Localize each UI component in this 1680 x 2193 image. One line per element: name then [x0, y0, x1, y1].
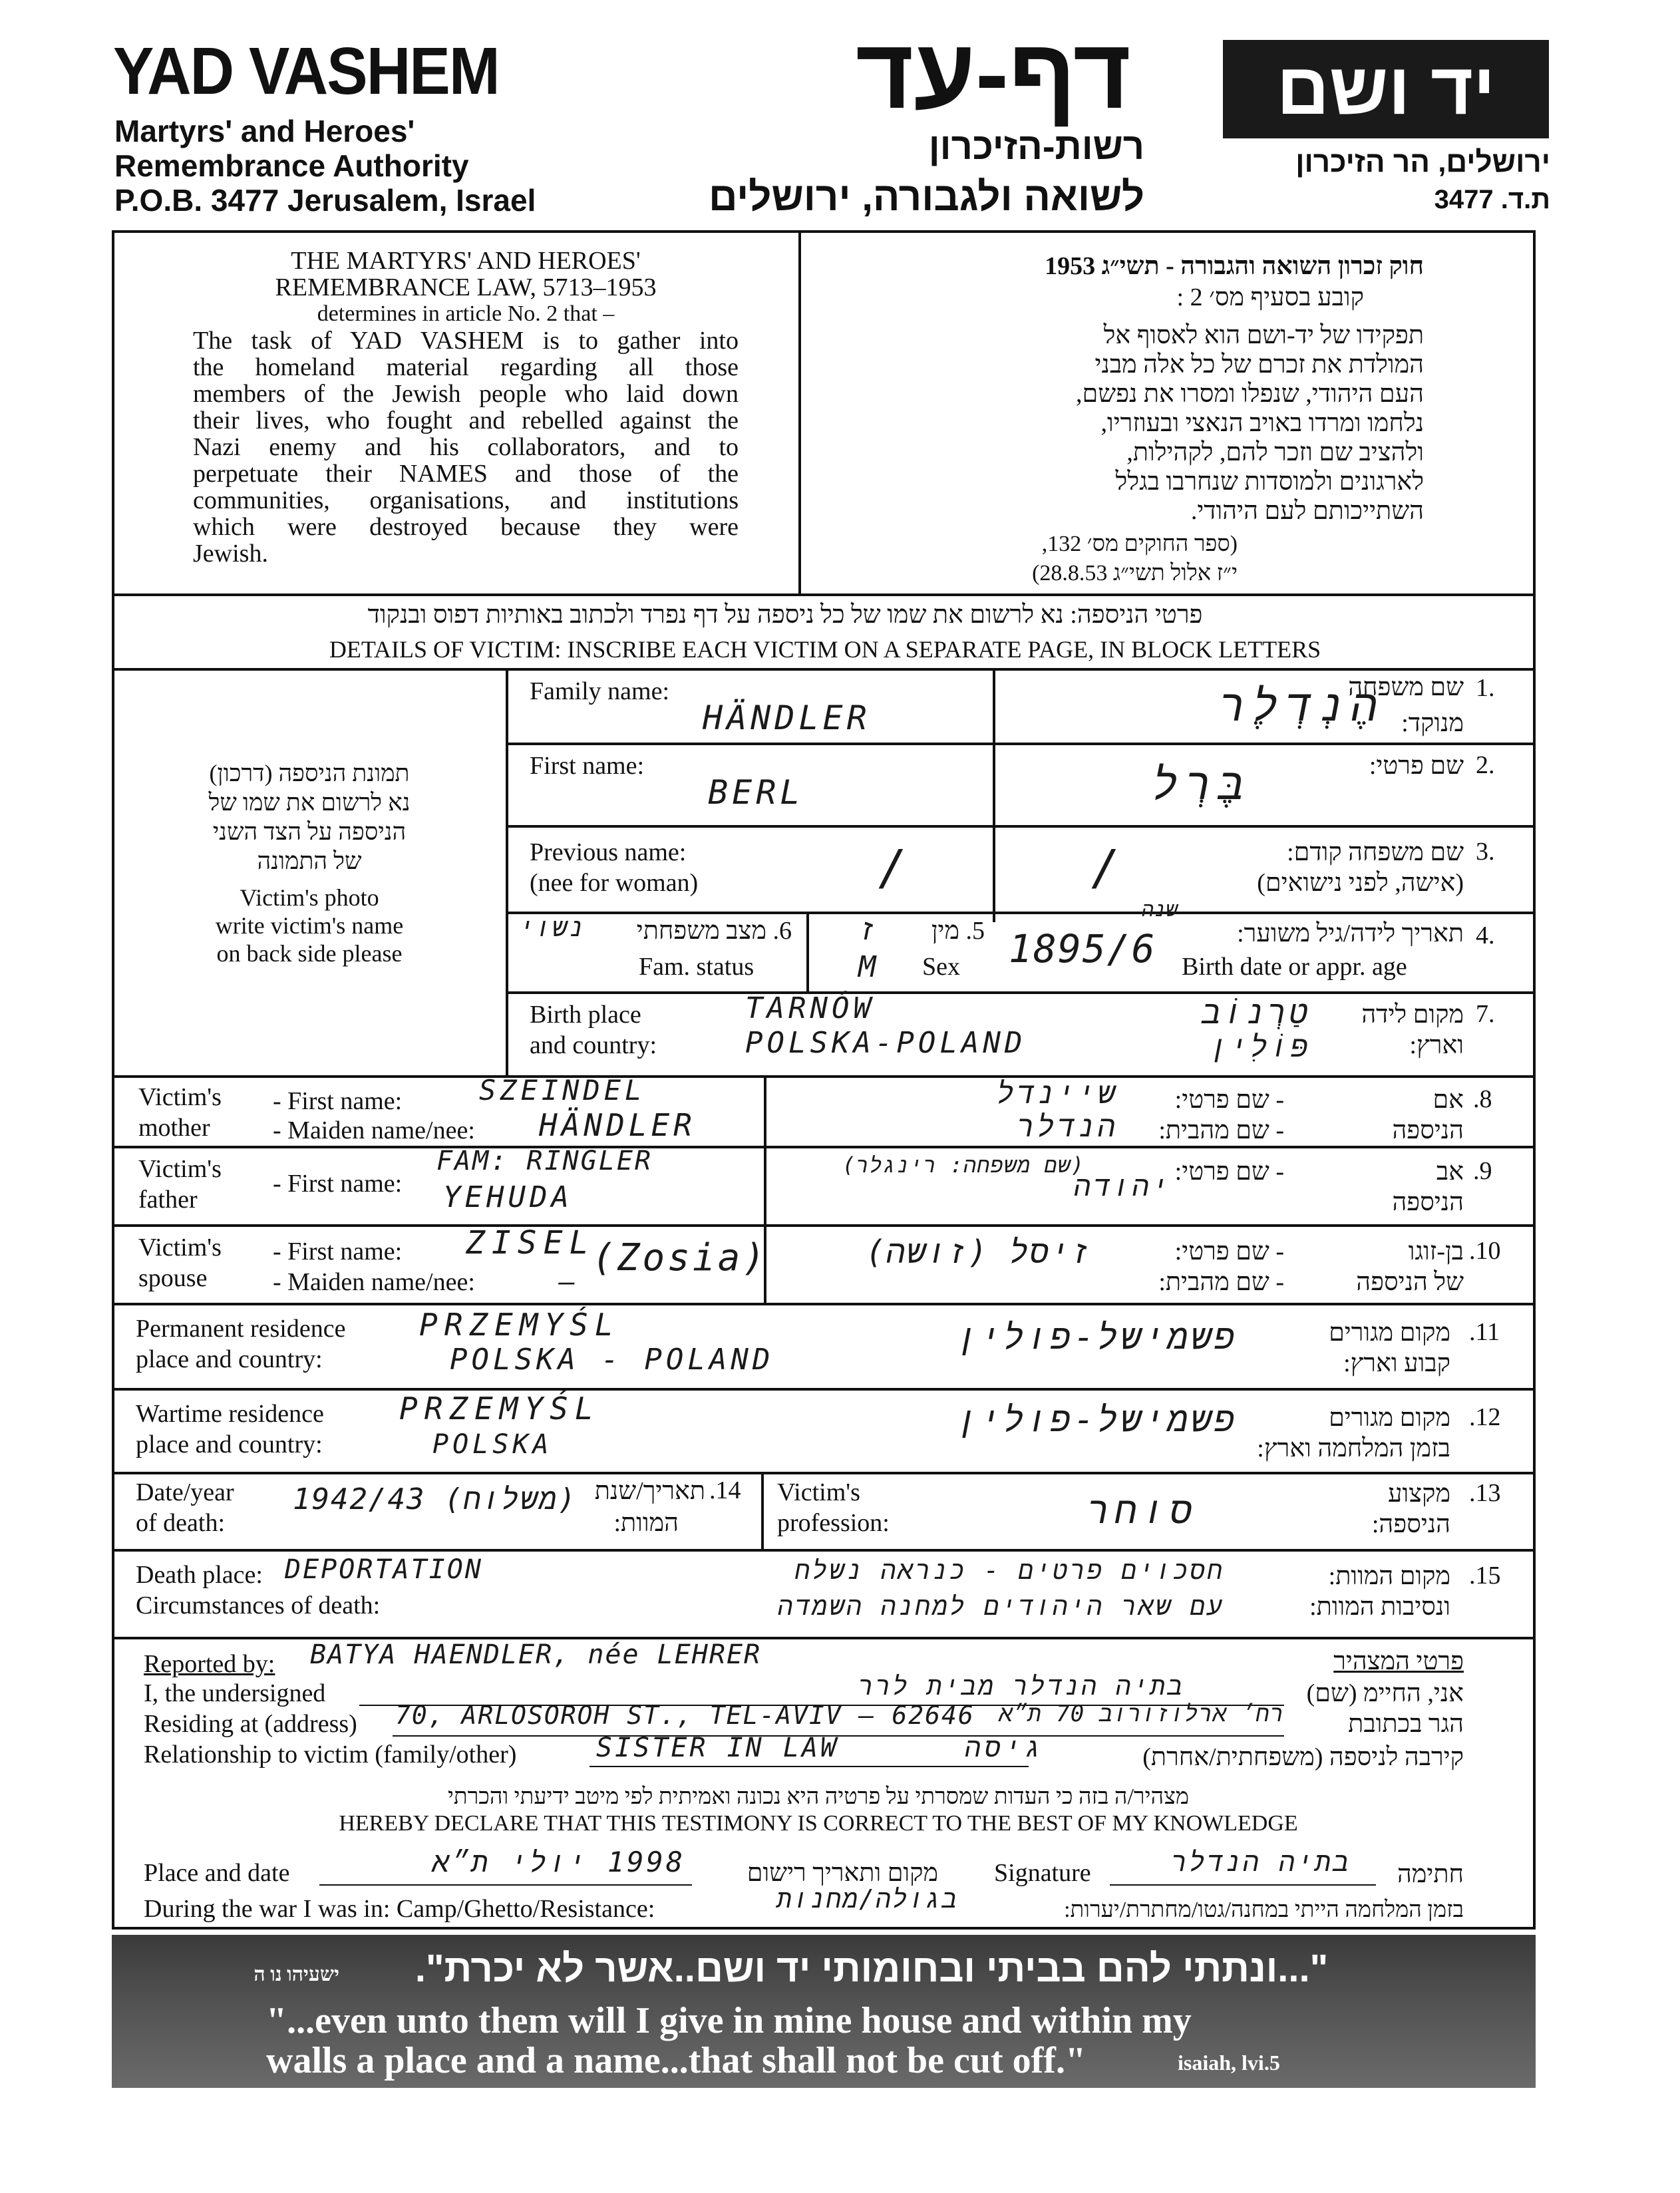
undersigned-he-label: אני, החיימ (שם): [1306, 1679, 1464, 1707]
spouse-he-title-2: של הניספה: [1356, 1268, 1464, 1296]
perm-residence-he-label: מקום מגורים: [1329, 1319, 1450, 1347]
row-line: [112, 1224, 1536, 1227]
sex-he-field[interactable]: ז: [858, 913, 880, 947]
photo-he-3: הניספה על הצד השני: [212, 818, 407, 845]
footer-he-ref: ישעיהו נו ה: [253, 1963, 339, 1985]
law-divider: [798, 230, 801, 596]
relationship-label: Relationship to victim (family/other): [144, 1741, 517, 1769]
row-line: [506, 991, 1536, 994]
place-date-line: [319, 1884, 692, 1886]
fam-status-label: Fam. status: [639, 953, 755, 981]
birth-place-he-label: מקום לידה: [1361, 1001, 1464, 1029]
law-en-title-1: THE MARTYRS' AND HEROES': [291, 247, 641, 275]
spouse-first-field[interactable]: ZISEL: [466, 1224, 595, 1262]
death-date-label: Date/year: [136, 1478, 234, 1506]
father-label: Victim's: [138, 1155, 222, 1183]
law-he-line: המולדת את זכרם של כל אלה מבני: [1094, 351, 1424, 379]
photo-en-1: Victim's photo: [240, 884, 379, 911]
address-he-label: הגר בכתובת: [1348, 1710, 1464, 1738]
spouse-alt-field[interactable]: (Zosia): [592, 1236, 768, 1279]
spouse-first-label: - First name:: [273, 1238, 403, 1265]
header-title-he: דף-עד: [855, 17, 1131, 129]
first-name-field[interactable]: BERL: [708, 773, 804, 812]
father-first-he-field[interactable]: יהודה: [1073, 1170, 1171, 1202]
law-en-section: [193, 248, 739, 567]
father-fam-field[interactable]: FAM: RINGLER: [436, 1146, 653, 1176]
law-en-title-2: REMEMBRANCE LAW, 5713–1953: [275, 273, 657, 301]
spouse-maiden-label: - Maiden name/nee:: [273, 1268, 475, 1296]
law-en-line: the homeland material regarding all those: [193, 353, 739, 381]
spouse-label-2: spouse: [138, 1264, 208, 1292]
law-he-line: לארגונים ולמוסדות שנחרבו בגלל: [1115, 468, 1424, 496]
first-name-label: First name:: [530, 752, 645, 780]
father-label-2: father: [138, 1186, 198, 1214]
law-he-line: העם היהודי, שנפלו ומסרו את נפשם,: [1075, 380, 1424, 408]
mother-label-2: mother: [138, 1114, 210, 1142]
birth-place-he-label-2: וארץ:: [1409, 1031, 1464, 1059]
law-en-line: communities, organisations, and institutions: [193, 486, 739, 514]
mother-he-title: אם: [1432, 1086, 1464, 1114]
spouse-he-label-1: - שם פרטי:: [1174, 1238, 1284, 1265]
spouse-he-field[interactable]: זיסל (זושה): [865, 1234, 1091, 1271]
row-line: [112, 1146, 1536, 1148]
logo-sub-2: ת.ד. 3477: [1434, 185, 1550, 214]
father-he-title-2: הניספה: [1392, 1188, 1464, 1216]
birth-date-he-label: תאריך לידה/גיל משוער:: [1237, 920, 1464, 947]
reported-by-field[interactable]: BATYA HAENDLER, née LEHRER: [310, 1639, 762, 1670]
spouse-maiden-field[interactable]: —: [559, 1267, 580, 1297]
footer-en-ref: isaiah, lvi.5: [1178, 2051, 1280, 2075]
previous-name-he-field[interactable]: /: [1091, 840, 1124, 896]
death-date-he-label-2: המוות:: [613, 1509, 679, 1537]
death-place-field[interactable]: DEPORTATION: [285, 1554, 483, 1585]
footer-en-line-2: walls a place and a name...that shall not be cut off.": [266, 2040, 1087, 2081]
row-line: [506, 912, 1536, 914]
law-he-line: השתייכותם לעם היהודי.: [1190, 497, 1424, 525]
row-line: [112, 1549, 1536, 1552]
mother-he-label-2: - שם מהבית:: [1158, 1116, 1284, 1144]
undersigned-he-field[interactable]: בתיה הנדלר מבית לרר: [858, 1671, 1184, 1701]
law-he-ref-2: י״ז אלול תשי״ג 28.8.53): [1032, 561, 1238, 586]
spouse-he-label-2: - שם מהבית:: [1158, 1268, 1284, 1296]
address-label: Residing at (address): [144, 1710, 357, 1738]
death-place-he-label-2: ונסיבות המוות:: [1309, 1593, 1450, 1621]
law-en-line: members of the Jewish people who laid down: [193, 380, 739, 408]
war-residence-he-label: מקום מגורים: [1329, 1404, 1450, 1432]
family-name-he-label: שם משפחה: [1348, 673, 1464, 701]
fam-status-he-label: 6. מצב משפחתי: [636, 917, 792, 945]
address-he-field[interactable]: רח׳ ארלוזורוב 70 ת״א: [999, 1701, 1284, 1727]
perm-residence-label-2: place and country:: [136, 1345, 323, 1373]
law-he-line: ולהציב שם וזכר להם, לקהילות,: [1126, 438, 1424, 466]
death-place-he-field[interactable]: חסכוים פרטים - כנראה נשלח: [794, 1556, 1224, 1585]
row-number: .9: [1473, 1157, 1492, 1185]
death-date-he-label: תאריך/שנת: [594, 1477, 705, 1505]
previous-name-he-label-2: (אישה, לפני נישואים): [1257, 869, 1464, 897]
declaration-en: HEREBY DECLARE THAT THIS TESTIMONY IS CORRECT TO THE BEST OF MY KNOWLEDGE: [339, 1811, 1298, 1836]
birth-date-he-field[interactable]: שנה: [1141, 898, 1178, 922]
birth-date-field[interactable]: 1895/6: [1009, 926, 1156, 971]
header-sub-1: Martyrs' and Heroes': [114, 114, 415, 148]
signature-field[interactable]: בתיה הנדלר: [1170, 1847, 1351, 1878]
law-he-title-1: חוק זכרון השואה והגבורה - תשי״ג 1953: [1045, 252, 1424, 280]
spouse-label: Victim's: [138, 1234, 222, 1262]
relationship-he-label: קירבה לניספה (משפחתית/אחרת): [1142, 1743, 1464, 1771]
previous-name-field[interactable]: /: [878, 840, 912, 896]
place-date-he-label: מקום ותאריך רישום: [747, 1859, 938, 1887]
father-he-label: - שם פרטי:: [1174, 1158, 1284, 1186]
profession-field[interactable]: סוחר: [1087, 1489, 1198, 1532]
signature-label: Signature: [994, 1859, 1091, 1887]
first-name-he-label: שם פרטי:: [1369, 752, 1464, 780]
header-sub-3: P.O.B. 3477 Jerusalem, Israel: [114, 183, 536, 218]
family-name-he-label-2: מנוקד:: [1401, 709, 1464, 737]
law-en-line: which were destroyed because they were: [193, 513, 739, 541]
camp-he-label: בזמן המלחמה הייתי במחנה/גטו/מחתרת/יערות:: [1064, 1898, 1464, 1922]
father-first-field[interactable]: YEHUDA: [443, 1180, 573, 1214]
photo-area: [120, 759, 499, 967]
mother-label: Victim's: [138, 1083, 222, 1111]
camp-field[interactable]: בגולה/מחנות: [776, 1884, 958, 1914]
relationship-he-field[interactable]: גיסה: [964, 1733, 1045, 1763]
photo-he-4: של התמונה: [257, 848, 362, 874]
photo-he-1: תמונת הניספה (דרכון): [209, 760, 410, 786]
law-en-line: perpetuate their NAMES and those of the: [193, 460, 739, 488]
row4-divider: [806, 912, 809, 991]
reporter-he-header: פרטי המצהיר: [1333, 1647, 1464, 1675]
family-name-field[interactable]: HÄNDLER: [703, 699, 871, 737]
law-en-line: their lives, who fought and rebelled against the: [193, 407, 739, 434]
profession-he-label: מקצוע: [1388, 1480, 1450, 1508]
perm-residence-he-field[interactable]: פשמישל-פולין: [956, 1317, 1238, 1357]
mother-first-field[interactable]: SZEINDEL: [479, 1074, 646, 1106]
birth-date-label: Birth date or appr. age: [1182, 953, 1407, 981]
family-name-label: Family name:: [530, 677, 670, 705]
row-number: .14: [709, 1476, 741, 1504]
death-place-label: Death place:: [136, 1561, 263, 1589]
profession-label-2: profession:: [777, 1509, 890, 1537]
footer-he-quote: "...ונתתי להם בביתי ובחומותי יד ושם..אשר לא יכרת".: [415, 1947, 1329, 1990]
row-number: .13: [1469, 1479, 1501, 1507]
signature-line: [1110, 1884, 1376, 1886]
first-name-he-field[interactable]: בֶּרְל: [1152, 759, 1251, 810]
sex-he-label: 5. מין: [931, 917, 985, 945]
address-field[interactable]: 70, ARLOSOROH ST., TEL-AVIV — 62646: [395, 1701, 975, 1730]
header-authority-he-2: לשואה ולגבורה, ירושלים: [709, 174, 1144, 219]
photo-en-3: on back side please: [216, 940, 403, 967]
death-place-he-label: מקום המוות:: [1328, 1562, 1450, 1590]
fam-status-he-field[interactable]: נשוי: [519, 913, 586, 942]
previous-name-he-label: שם משפחה קודם:: [1287, 838, 1464, 866]
row-line: [112, 1388, 1536, 1391]
death-divider: [761, 1472, 764, 1549]
logo-text: יד ושם: [1276, 48, 1496, 130]
details-en: DETAILS OF VICTIM: INSCRIBE EACH VICTIM ON A SEPARATE PAGE, IN BLOCK LETTERS: [329, 636, 1321, 663]
birth-country-he-field[interactable]: פּוֹלִין: [1209, 1030, 1311, 1064]
law-en-line: Nazi enemy and his collaborators, and to: [193, 433, 739, 461]
row-line: [506, 743, 1536, 745]
photo-he-2: נא לרשום את שמו של: [208, 789, 411, 816]
war-residence-field[interactable]: PRZEMYŚL: [399, 1391, 600, 1427]
war-residence-label: Wartime residence: [136, 1400, 324, 1428]
mother-maiden-label: - Maiden name/nee:: [273, 1116, 475, 1144]
place-date-label: Place and date: [144, 1859, 290, 1887]
father-fam-he-field[interactable]: (שם משפחה: רינגלר): [842, 1152, 1085, 1178]
row-number: .11: [1469, 1318, 1500, 1346]
photo-en-2: write victim's name: [215, 912, 404, 939]
perm-residence-label: Permanent residence: [136, 1315, 346, 1343]
law-en-line: Jewish.: [193, 540, 268, 568]
war-country-field[interactable]: POLSKA: [432, 1429, 553, 1460]
signature-he-label: חתימה: [1397, 1860, 1464, 1888]
row-number: .12: [1469, 1403, 1501, 1431]
birth-country-field[interactable]: POLSKA-POLAND: [745, 1026, 1027, 1060]
row-number: .15: [1469, 1562, 1501, 1590]
mid-divider: [993, 668, 995, 922]
war-residence-label-2: place and country:: [136, 1431, 323, 1458]
law-he-line: תפקידו של יד-ושם הוא לאסוף אל: [1103, 321, 1424, 349]
war-residence-he-label-2: בזמן המלחמה וארץ:: [1257, 1434, 1450, 1462]
undersigned-label: I, the undersigned: [144, 1679, 326, 1707]
header-title-en: YAD VASHEM: [113, 34, 499, 108]
previous-name-label-2: (nee for woman): [530, 869, 699, 897]
declaration-he: מצהיר/ה בזה כי העדות שמסרתי על פרטיה היא נכונה ואמיתית לפי מיטב ידיעתי והכרתי: [447, 1784, 1190, 1809]
profession-label: Victim's: [777, 1478, 860, 1506]
reported-by-label: Reported by:: [144, 1650, 275, 1678]
birth-place-label: Birth place: [530, 1001, 641, 1029]
previous-name-label: Previous name:: [530, 838, 687, 866]
law-en-line: The task of YAD VASHEM is to gather into: [193, 327, 739, 355]
relationship-line: [589, 1766, 1029, 1767]
death-circumstances-label: Circumstances of death:: [136, 1592, 381, 1619]
father-first-label: - First name:: [273, 1170, 403, 1198]
war-residence-he-field[interactable]: פשמישל-פולין: [956, 1400, 1238, 1440]
perm-country-field[interactable]: POLSKA - POLAND: [450, 1343, 774, 1377]
law-en-title-3: determines in article No. 2 that –: [317, 301, 615, 326]
death-circumstances-he-field[interactable]: עם שאר היהודים למחנה השמדה: [777, 1592, 1224, 1621]
row-number: .8: [1473, 1085, 1492, 1113]
row-number: .10: [1469, 1237, 1501, 1265]
row-number: 1.: [1476, 674, 1495, 702]
profession-he-label-2: הניספה:: [1371, 1510, 1450, 1538]
birth-place-he-field[interactable]: טַרְנוֹב: [1201, 994, 1311, 1031]
law-he-ref-1: (ספר החוקים מס׳ 132,: [1041, 532, 1238, 556]
death-date-label-2: of death:: [136, 1509, 226, 1537]
row-number: 7.: [1476, 1000, 1495, 1028]
father-he-title: אב: [1436, 1158, 1464, 1186]
yad-vashem-logo: [1223, 40, 1549, 138]
death-date-field[interactable]: 1942/43 (משלוח): [293, 1482, 577, 1516]
perm-residence-field[interactable]: PRZEMYŚL: [419, 1307, 620, 1343]
mother-first-he-field[interactable]: שיינדל: [996, 1077, 1118, 1110]
mother-he-label-1: - שם פרטי:: [1174, 1086, 1284, 1114]
birth-place-field[interactable]: TARNÓW: [745, 991, 875, 1025]
spouse-he-title: בן-זוגו: [1408, 1238, 1464, 1265]
law-he-section: [865, 252, 1424, 588]
sex-field[interactable]: M: [858, 950, 880, 984]
birth-place-label-2: and country:: [530, 1031, 657, 1059]
mother-maiden-field[interactable]: HÄNDLER: [539, 1107, 696, 1143]
family-name-he-field[interactable]: הֶנְדְלֶר: [1218, 680, 1384, 731]
footer-en-line-1: "...even unto them will I give in mine house and within my: [266, 2000, 1192, 2041]
relationship-field[interactable]: SISTER IN LAW: [596, 1733, 840, 1763]
mother-he-title-2: הניספה: [1392, 1116, 1464, 1144]
row-number: 2.: [1476, 751, 1495, 779]
sex-label: Sex: [922, 953, 960, 981]
row-number: 3.: [1476, 838, 1495, 866]
camp-label: During the war I was in: Camp/Ghetto/Resistance:: [144, 1895, 655, 1923]
mother-first-label: - First name:: [273, 1087, 403, 1115]
perm-residence-he-label-2: קבוע וארץ:: [1343, 1349, 1450, 1377]
logo-sub-1: ירושלים, הר הזיכרון: [1295, 146, 1550, 178]
mother-maiden-he-field[interactable]: הנדלר: [1016, 1110, 1118, 1144]
law-he-line: נלחמו ומרדו באויב הנאצי ובעוזריו,: [1100, 409, 1424, 437]
place-date-field[interactable]: 1998 יולי ת״א: [432, 1846, 685, 1878]
details-he: פרטי הניספה: נא לרשום את שמו של כל ניספה על דף נפרד ולכתוב באותיות דפוס ובנקוד: [367, 601, 1203, 629]
row-line: [506, 825, 1536, 828]
row-number: 4.: [1476, 922, 1495, 949]
photo-divider: [506, 668, 508, 1078]
header-sub-2: Remembrance Authority: [114, 148, 469, 183]
header-authority-he-1: רשות-הזיכרון: [928, 125, 1144, 167]
law-he-title-2: קובע בסעיף מס׳ 2 :: [1176, 283, 1364, 311]
